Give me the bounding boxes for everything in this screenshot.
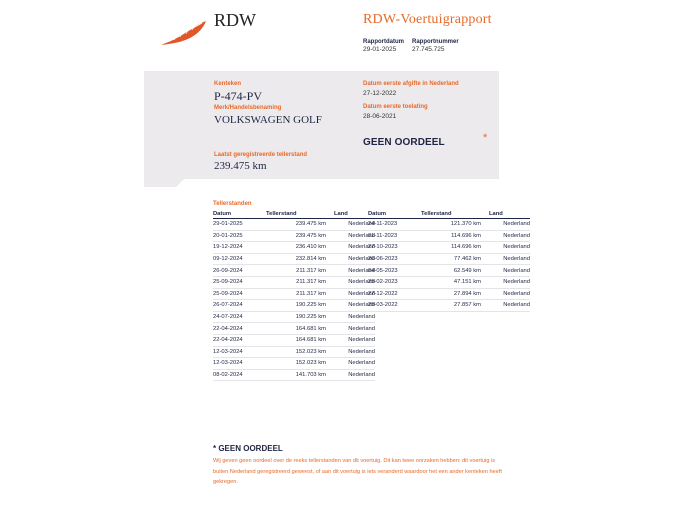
footer-explanation: Wij geven geen oordeel over de reeks tellerstanden van dit voertuig. Dit kan twee oorzaken hebben: dit voertuig is buiten Nederland geregistreerd geweest, of aan dit voertuig is iets veranderd waardoor het een ander kenteken heeft gekregen. (213, 458, 502, 485)
row-reading: 164.681 km (266, 323, 334, 335)
row-country: Nederland (489, 300, 530, 312)
row-reading: 47.151 km (421, 276, 489, 288)
make-label: Merk/Handelsbenaming (214, 105, 282, 111)
odometer-label: Laatst geregistreerde tellerstand (214, 152, 308, 158)
table-row (213, 323, 375, 335)
row-date: 09-12-2024 (213, 253, 266, 265)
report-title: RDW-Voertuigrapport (363, 12, 492, 27)
first-nl-date: 27-12-2022 (363, 90, 397, 97)
table-row (213, 311, 375, 323)
row-date: 26-07-2024 (213, 300, 266, 312)
brand-name: RDW (214, 10, 256, 30)
row-date: 27-10-2023 (368, 242, 421, 254)
row-date: 04-05-2023 (368, 265, 421, 277)
report-number-label: Rapportnummer (412, 39, 459, 45)
table-row (368, 276, 530, 288)
row-reading: 121.370 km (421, 219, 489, 231)
row-reading: 190.225 km (266, 300, 334, 312)
table-row (368, 288, 530, 300)
table-row (368, 300, 530, 312)
row-reading: 141.703 km (266, 369, 334, 381)
row-country: Nederland (489, 219, 530, 231)
row-country: Nederland (489, 242, 530, 254)
row-country: Nederland (334, 242, 375, 254)
rdw-feather-logo-icon (158, 18, 208, 48)
row-country: Nederland (334, 346, 375, 358)
row-country: Nederland (334, 253, 375, 265)
row-country: Nederland (489, 253, 530, 265)
row-country: Nederland (489, 288, 530, 300)
make-value: VOLKSWAGEN GOLF (214, 114, 322, 126)
row-date: 22-04-2024 (213, 334, 266, 346)
row-country: Nederland (334, 300, 375, 312)
row-reading: 152.023 km (266, 346, 334, 358)
odometer-table-left (213, 210, 375, 381)
table-row (368, 230, 530, 242)
row-reading: 211.317 km (266, 288, 334, 300)
row-country: Nederland (489, 265, 530, 277)
table-row (368, 219, 530, 231)
col-country: Land (489, 210, 530, 219)
row-reading: 232.814 km (266, 253, 334, 265)
col-date: Datum (368, 210, 421, 219)
table-row (213, 219, 375, 231)
row-date: 20-01-2025 (213, 230, 266, 242)
row-reading: 239.475 km (266, 230, 334, 242)
report-date-label: Rapportdatum (363, 39, 404, 45)
first-admission-date: 28-06-2021 (363, 113, 397, 120)
vehicle-summary-panel (144, 71, 499, 187)
footer-title: * GEEN OORDEEL (213, 444, 283, 453)
verdict-star: * (483, 132, 488, 144)
table-row (213, 276, 375, 288)
row-date: 25-09-2024 (213, 288, 266, 300)
col-reading: Tellerstand (421, 210, 489, 219)
plate-number: P-474-PV (214, 89, 263, 103)
row-date: 20-06-2023 (368, 253, 421, 265)
row-reading: 114.696 km (421, 230, 489, 242)
row-date: 22-04-2024 (213, 323, 266, 335)
first-nl-label: Datum eerste afgifte in Nederland (363, 81, 459, 87)
row-reading: 62.549 km (421, 265, 489, 277)
table-row (213, 242, 375, 254)
row-reading: 27.857 km (421, 300, 489, 312)
table-row (368, 242, 530, 254)
odometer-value: 239.475 km (214, 160, 267, 172)
row-country: Nederland (334, 265, 375, 277)
row-reading: 114.696 km (421, 242, 489, 254)
row-reading: 239.475 km (266, 219, 334, 231)
row-country: Nederland (334, 311, 375, 323)
verdict: GEEN OORDEEL (363, 137, 445, 148)
row-country: Nederland (489, 230, 530, 242)
row-reading: 27.894 km (421, 288, 489, 300)
row-country: Nederland (334, 219, 375, 231)
first-admission-label: Datum eerste toelating (363, 104, 428, 110)
table-row (213, 253, 375, 265)
table-row (368, 253, 530, 265)
table-row (213, 230, 375, 242)
table-row (213, 369, 375, 381)
col-date: Datum (213, 210, 266, 219)
row-country: Nederland (334, 323, 375, 335)
row-date: 12-03-2024 (213, 358, 266, 370)
row-reading: 236.410 km (266, 242, 334, 254)
row-reading: 77.462 km (421, 253, 489, 265)
row-date: 26-09-2024 (213, 265, 266, 277)
row-date: 08-02-2024 (213, 369, 266, 381)
row-country: Nederland (334, 230, 375, 242)
odometer-table-right (368, 210, 530, 312)
row-country: Nederland (334, 276, 375, 288)
row-reading: 211.317 km (266, 265, 334, 277)
row-reading: 190.225 km (266, 311, 334, 323)
plate-label: Kenteken (214, 81, 242, 87)
table-row (213, 334, 375, 346)
row-date: 12-03-2024 (213, 346, 266, 358)
row-date: 25-02-2023 (368, 276, 421, 288)
row-date: 25-03-2022 (368, 300, 421, 312)
row-date: 29-01-2025 (213, 219, 266, 231)
row-country: Nederland (334, 358, 375, 370)
table-row (213, 346, 375, 358)
row-reading: 211.317 km (266, 276, 334, 288)
row-reading: 164.681 km (266, 334, 334, 346)
odometer-section-title: Tellerstanden (213, 201, 252, 207)
table-row (213, 288, 375, 300)
report-number: 27.745.725 (412, 46, 445, 53)
table-row (368, 265, 530, 277)
row-date: 24-07-2024 (213, 311, 266, 323)
row-country: Nederland (489, 276, 530, 288)
row-date: 24-11-2023 (368, 219, 421, 231)
row-reading: 152.023 km (266, 358, 334, 370)
row-date: 01-11-2023 (368, 230, 421, 242)
table-row (213, 300, 375, 312)
row-country: Nederland (334, 334, 375, 346)
row-country: Nederland (334, 369, 375, 381)
col-country: Land (334, 210, 375, 219)
col-reading: Tellerstand (266, 210, 334, 219)
table-row (213, 265, 375, 277)
row-date: 27-12-2022 (368, 288, 421, 300)
report-date: 29-01-2025 (363, 46, 397, 53)
row-date: 19-12-2024 (213, 242, 266, 254)
row-country: Nederland (334, 288, 375, 300)
row-date: 25-09-2024 (213, 276, 266, 288)
table-row (213, 358, 375, 370)
